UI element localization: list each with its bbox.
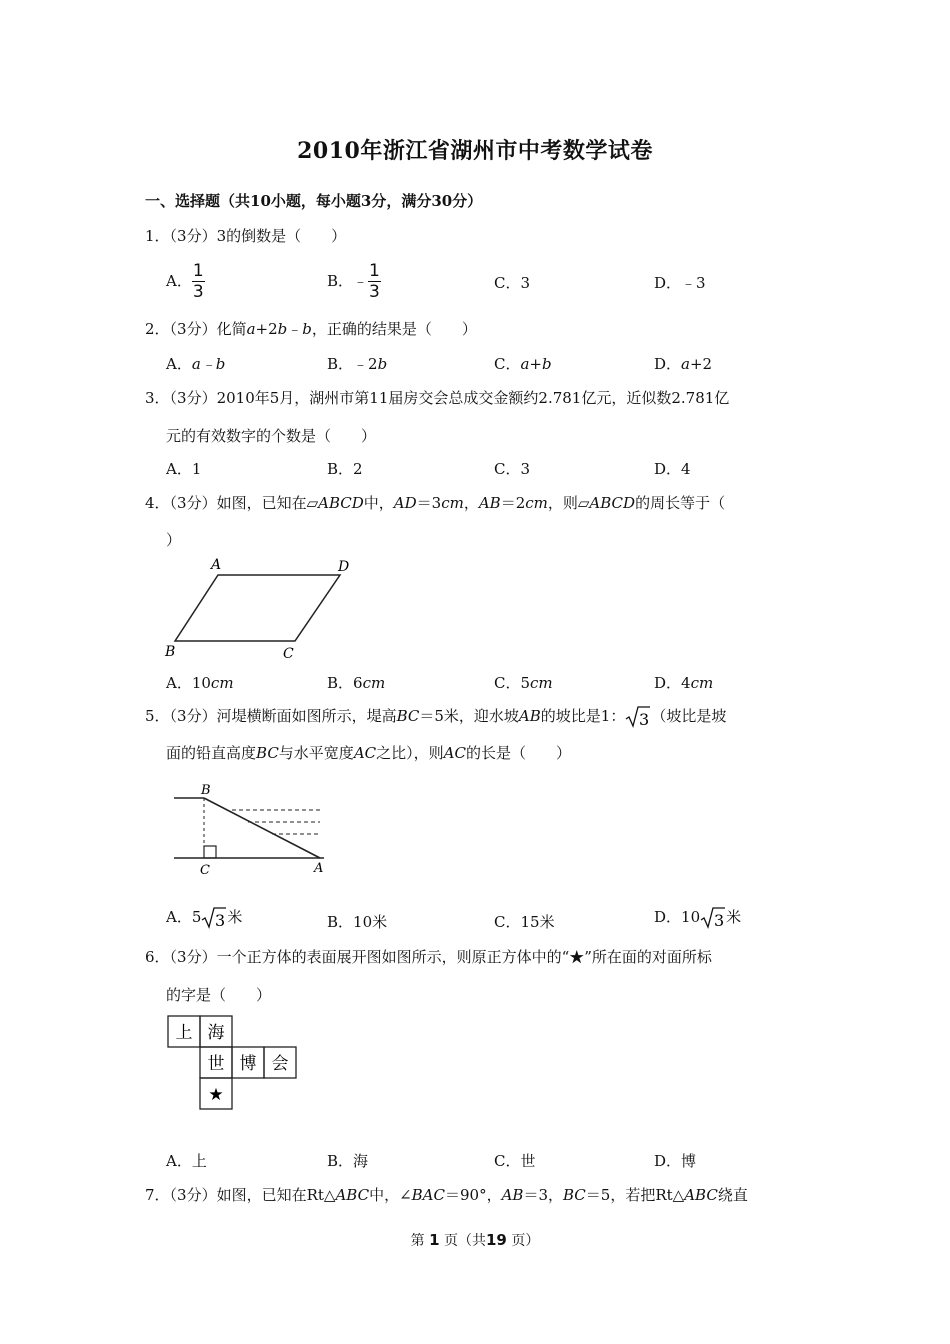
- q6-option-c: C．世: [494, 1152, 536, 1170]
- vertex-label-d: D: [338, 559, 350, 575]
- parallelogram-figure: [160, 555, 360, 663]
- fraction: $\frac{1}{3}$: [192, 261, 204, 302]
- net-cell: 博: [239, 1054, 257, 1074]
- section-heading: 一、选择题（共10小题，每小题3分，满分30分）: [145, 192, 483, 210]
- q1-option-b: B．﹣ $\frac{1}{3}$: [327, 261, 380, 302]
- svg-text:3: 3: [639, 710, 650, 729]
- question-2: 2．（3分）化简a+2b﹣b，正确的结果是（ ）: [145, 320, 477, 338]
- q4-option-c: C．5cm: [494, 674, 553, 692]
- question-number: 1．: [145, 227, 170, 245]
- svg-text:3: 3: [215, 911, 226, 930]
- q3-option-c: C．3: [494, 460, 531, 478]
- question-5-line-2: 面的铅直高度BC与水平宽度AC之比），则AC的长是（ ）: [166, 744, 571, 762]
- page-number: 1: [429, 1231, 440, 1249]
- vertex-label-b: B: [201, 783, 211, 798]
- vertex-label-c: C: [200, 863, 210, 878]
- q3-option-b: B．2: [327, 460, 363, 478]
- net-cell: 会: [271, 1054, 289, 1074]
- question-3: 3．（3分）2010年5月，湖州市第11届房交会总成交金额约2.781亿元，近似数2.781亿: [145, 389, 730, 407]
- parallelogram-shape: [175, 575, 340, 641]
- q5-option-c: C．15米: [494, 913, 555, 931]
- question-4: 4．（3分）如图，已知在▱ABCD中，AD＝3cm，AB＝2cm，则▱ABCD的周长等于（: [145, 494, 726, 512]
- question-6-line-2: 的字是（ ）: [166, 986, 272, 1004]
- q5-option-b: B．10米: [327, 913, 388, 931]
- vertex-label-a: A: [211, 557, 222, 573]
- question-3-line-2: 元的有效数字的个数是（ ）: [166, 427, 377, 445]
- vertex-label-b: B: [165, 644, 176, 660]
- q6-option-d: D．博: [654, 1152, 697, 1170]
- cube-net-figure: [166, 1014, 300, 1114]
- q5-option-d: D．10 3 米: [654, 908, 742, 930]
- q1-option-d: D．﹣3: [654, 274, 706, 292]
- star-cell: ★: [208, 1085, 224, 1105]
- q4-option-d: D．4cm: [654, 674, 714, 692]
- q2-option-d: D．a+2: [654, 355, 713, 373]
- q4-option-b: B．6cm: [327, 674, 386, 692]
- vertex-label-c: C: [283, 646, 294, 662]
- q5-option-a: A．5 3 米: [166, 908, 243, 930]
- q1-option-c: C．3: [494, 274, 531, 292]
- q3-option-a: A．1: [166, 460, 202, 478]
- svg-text:3: 3: [714, 911, 725, 930]
- sqrt-symbol: [625, 705, 651, 729]
- fraction: $\frac{1}{3}$: [369, 261, 380, 302]
- question-6: 6．（3分）一个正方体的表面展开图如图所示，则原正方体中的“★”所在面的对面所标: [145, 948, 712, 966]
- page-total: 19: [486, 1231, 507, 1249]
- q2-option-b: B．﹣2b: [327, 355, 388, 373]
- question-stem: （3分）3的倒数是（ ）: [169, 227, 347, 245]
- question-1: [145, 225, 346, 246]
- q2-option-a: A．a﹣b: [166, 355, 226, 373]
- net-cell: 世: [207, 1054, 225, 1074]
- question-7: 7．（3分）如图，已知在Rt△ABC中，∠BAC＝90°，AB＝3，BC＝5，若把Rt△ABC绕直: [145, 1186, 748, 1204]
- q6-option-b: B．海: [327, 1152, 369, 1170]
- net-cell: 海: [207, 1023, 225, 1043]
- q3-option-d: D．4: [654, 460, 691, 478]
- q2-option-c: C．a+b: [494, 355, 552, 373]
- embankment-figure: [168, 780, 338, 880]
- q1-option-a: A． $\frac{1}{3}$: [166, 261, 204, 302]
- q4-option-a: A．10cm: [166, 674, 234, 692]
- page-title: 2010年浙江省湖州市中考数学试卷: [297, 138, 653, 164]
- net-cell: 上: [175, 1023, 193, 1043]
- vertex-label-a: A: [314, 861, 324, 876]
- q6-option-a: A．上: [166, 1152, 207, 1170]
- page-footer: 第 1 页（共19 页）: [410, 1231, 540, 1249]
- question-4-line-2: ）: [166, 531, 182, 549]
- question-5: 5．（3分）河堤横断面如图所示，堤高BC＝5米，迎水坡AB的坡比是1： 3 （坡比是坡: [145, 707, 727, 729]
